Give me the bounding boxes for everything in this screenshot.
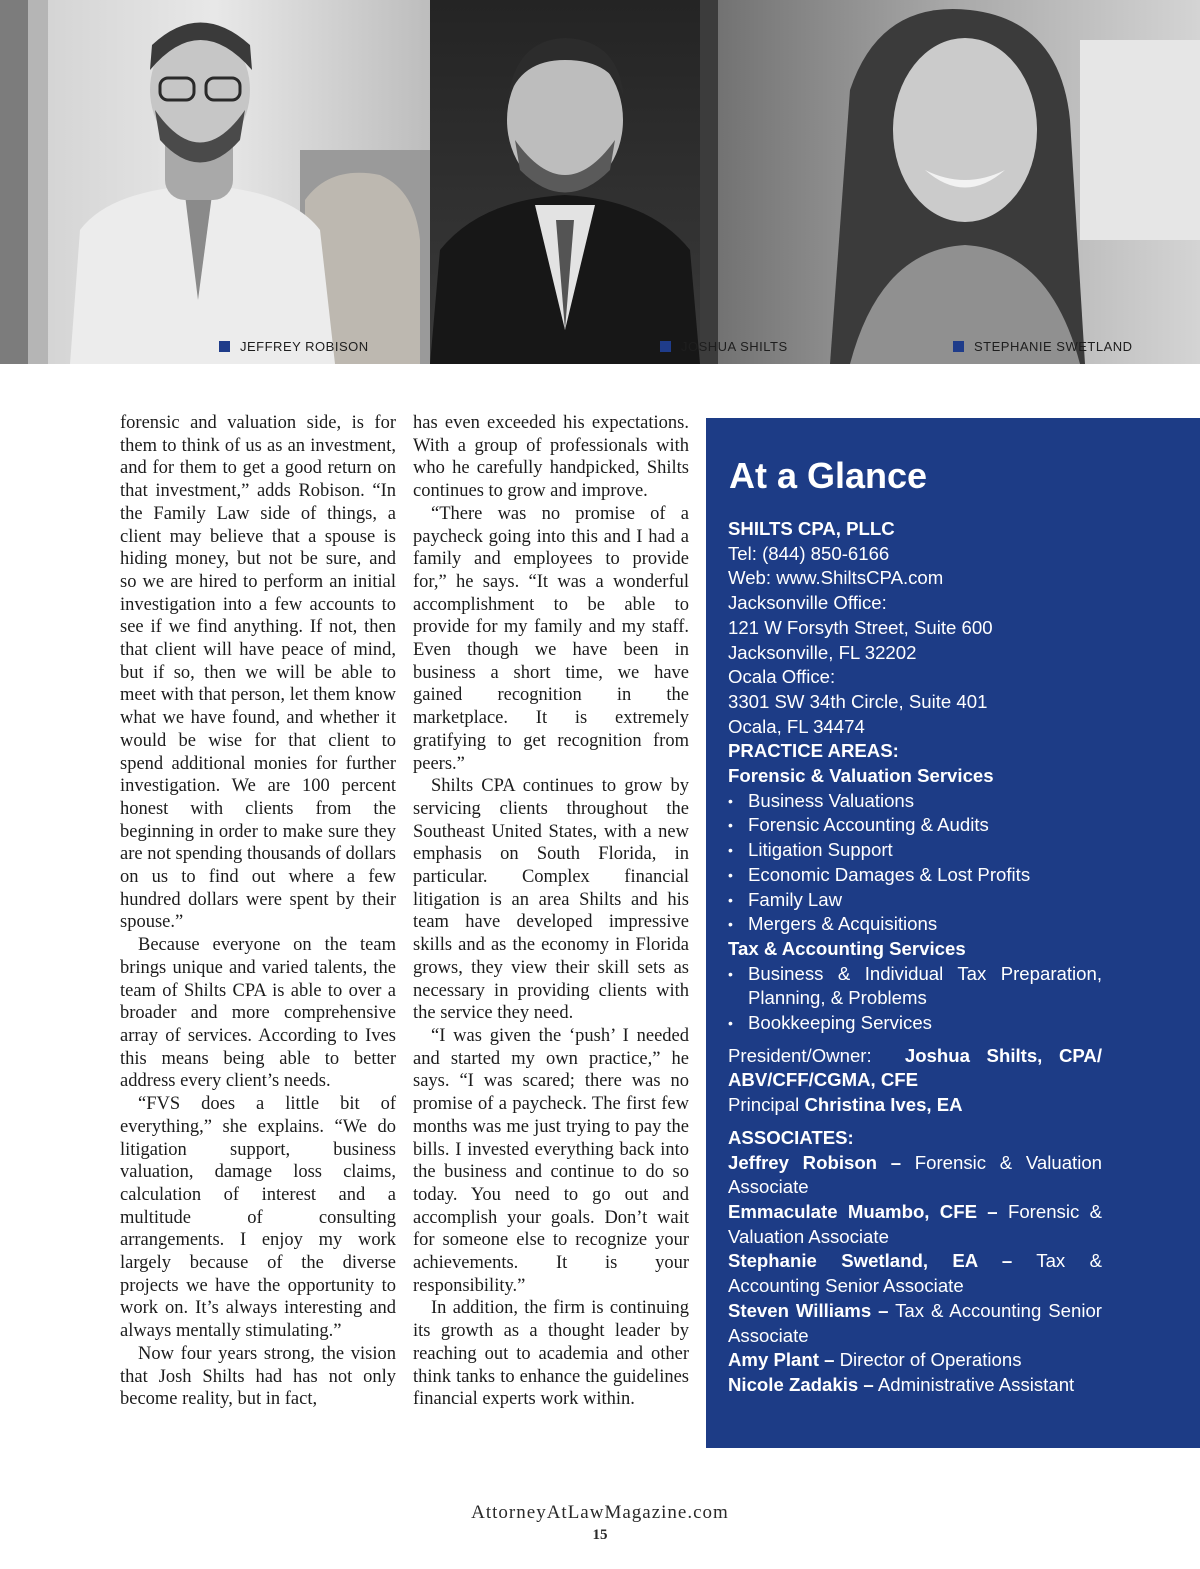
caption-marker bbox=[660, 341, 671, 352]
principal-label: Principal bbox=[728, 1094, 800, 1116]
tax-services-list bbox=[728, 962, 1102, 1036]
photo-strip bbox=[0, 0, 1200, 364]
list-item: • Mergers & Acquisitions bbox=[728, 912, 1102, 937]
page-number: 15 bbox=[592, 1527, 608, 1543]
associate-name: Steven Williams – bbox=[728, 1299, 889, 1321]
practice-areas-heading: PRACTICE AREAS: bbox=[728, 740, 899, 762]
associate-name: Jeffrey Robison – bbox=[728, 1151, 902, 1173]
article-paragraph: “There was no promise of a paycheck going into this and I had a family and employees to provide for,” he says. “It was a wonderful accomplishment to be able to provide for my family and my staff. Even though we have been in business a short time, we have gained recognition in the marketplace. It is extremely gratifying to get recognition from peers.” bbox=[413, 503, 689, 774]
associate-name: Amy Plant – bbox=[728, 1349, 835, 1371]
list-item: • Litigation Support bbox=[728, 838, 1102, 863]
associate-name: Nicole Zadakis – bbox=[728, 1373, 874, 1395]
office-address: 121 W Forsyth Street, Suite 600 bbox=[728, 616, 993, 638]
article-paragraph: In addition, the firm is continuing its growth as a thought leader by reaching out to academia and other think tanks to enhance the guidelines financial experts work within. bbox=[413, 1298, 689, 1410]
footer-website: AttorneyAtLawMagazine.com bbox=[471, 1502, 729, 1523]
principal-name: Christina Ives, EA bbox=[804, 1094, 963, 1116]
list-item: • Family Law bbox=[728, 888, 1102, 913]
list-item: • Business Valuations bbox=[728, 789, 1102, 814]
associates-heading: ASSOCIATES: bbox=[728, 1126, 854, 1148]
associate-entry bbox=[728, 1200, 1102, 1249]
at-a-glance-sidebar bbox=[706, 418, 1200, 1448]
associate-entry bbox=[728, 1299, 1102, 1348]
office-city: Ocala, FL 34474 bbox=[728, 715, 865, 737]
photo-caption bbox=[219, 339, 369, 354]
principal-line bbox=[728, 1093, 1102, 1118]
article-paragraph: forensic and valuation side, is for them to think of us as an investment, and for them to get a good return on that investment,” adds Robison. “In the Family Law side of things, a client may believe that a spouse is hiding money, but not be sure, and so we are hired to perform an initial investigation into a few accounts to see if we find anything. If not, then that client will have peace of mind, but if so, then we will be able to meet with that person, let them know what we have found, and whether it would be wise for that client to spend additional monies for further investigation. We are 100 percent honest with clients from the beginning in order to make sure they are not spending thousands of dollars on us to find out where a few hundred dollars were spent by their spouse.” bbox=[120, 413, 396, 933]
list-item: • Economic Damages & Lost Profits bbox=[728, 863, 1102, 888]
associate-entry bbox=[728, 1373, 1102, 1398]
associate-name: Emmaculate Muambo, CFE – bbox=[728, 1200, 998, 1222]
article-paragraph: Now four years strong, the vision that Josh Shilts had has not only become reality, but in fact, bbox=[120, 1343, 396, 1410]
list-item: • Bookkeeping Services bbox=[728, 1011, 1102, 1036]
caption-text: JOSHUA SHILTS bbox=[681, 339, 788, 354]
contact-phone: Tel: (844) 850-6166 bbox=[728, 542, 890, 564]
article-paragraph: has even exceeded his expectations. With a group of professionals with who he carefully handpicked, Shilts continues to grow and improve. bbox=[413, 413, 689, 502]
article-paragraph: “I was given the ‘push’ I needed and started my own practice,” he says. “I was scared; there was no promise of a paycheck. The first few months was me just trying to pay the bills. I invested everything back into the business and continue to do so today. You need to go out and accomplish your goals. Don’t wait for someone else to recognize your achievements. It is your responsibility.” bbox=[413, 1025, 689, 1296]
photo-stephanie-swetland bbox=[700, 0, 1200, 364]
associate-role: Tax & Accounting Senior Associate bbox=[728, 1250, 1102, 1297]
forensic-services-list bbox=[728, 789, 1102, 937]
forensic-heading: Forensic & Valuation Services bbox=[728, 765, 994, 787]
associate-role: Director of Operations bbox=[839, 1349, 1022, 1371]
photo-caption bbox=[660, 339, 788, 354]
associate-role: Forensic & Valuation Associate bbox=[728, 1151, 1103, 1198]
caption-text: STEPHANIE SWETLAND bbox=[974, 339, 1133, 354]
photo-caption bbox=[953, 339, 1133, 354]
list-item: • Business & Individual Tax Preparation, Planning, & Problems bbox=[728, 962, 1102, 1011]
article-paragraph: Because everyone on the team brings unique and varied talents, the team of Shilts CPA is able to over a broader and more comprehensive array of services. According to Ives this means being able to better address every client’s needs. bbox=[120, 935, 396, 1092]
president-line bbox=[728, 1044, 1102, 1093]
article-column-1 bbox=[120, 412, 396, 1411]
caption-marker bbox=[953, 341, 964, 352]
sidebar-title: At a Glance bbox=[729, 455, 928, 496]
associate-role: Tax & Accounting Senior Associate bbox=[728, 1299, 1102, 1346]
contact-website: Web: www.ShiltsCPA.com bbox=[728, 567, 944, 589]
photo-joshua-shilts bbox=[430, 0, 700, 364]
president-label: President/Owner: bbox=[728, 1044, 872, 1066]
office-address: 3301 SW 34th Circle, Suite 401 bbox=[728, 690, 988, 712]
firm-name: SHILTS CPA, PLLC bbox=[728, 518, 895, 539]
article-paragraph: Shilts CPA continues to grow by servicing clients throughout the Southeast United States, with a new emphasis on South Florida, in particular. Complex financial litigation is an area Shilts and his team have developed impressive skills and as the economy in Florida grows, they view their skill sets as necessary in providing clients with the service they need. bbox=[413, 776, 689, 1024]
office-label: Jacksonville Office: bbox=[728, 592, 887, 614]
caption-text: JEFFREY ROBISON bbox=[240, 339, 369, 354]
caption-marker bbox=[219, 341, 230, 352]
associate-role: Forensic & Valuation Associate bbox=[728, 1200, 1102, 1247]
article-paragraph: “FVS does a little bit of everything,” she explains. “We do litigation support, business valuation, damage loss claims, calculation of interest and a multitude of consulting arrangements. I enjoy my work largely because of the diverse projects we have the opportunity to work on. It’s always interesting and always mentally stimulating.” bbox=[120, 1094, 396, 1342]
associate-role: Administrative Assistant bbox=[877, 1373, 1075, 1395]
associate-entry bbox=[728, 1151, 1102, 1200]
associate-entry bbox=[728, 1348, 1102, 1373]
office-city: Jacksonville, FL 32202 bbox=[728, 641, 917, 663]
associate-name: Stephanie Swetland, EA – bbox=[728, 1250, 1013, 1272]
associate-entry bbox=[728, 1249, 1102, 1298]
tax-heading: Tax & Accounting Services bbox=[728, 937, 966, 959]
office-label: Ocala Office: bbox=[728, 666, 836, 688]
list-item: • Forensic Accounting & Audits bbox=[728, 813, 1102, 838]
photo-jeffrey-robison bbox=[0, 0, 430, 364]
article-column-2 bbox=[413, 412, 689, 1411]
president-name: Joshua Shilts, CPA/ ABV/CFF/CGMA, CFE bbox=[728, 1044, 1102, 1091]
